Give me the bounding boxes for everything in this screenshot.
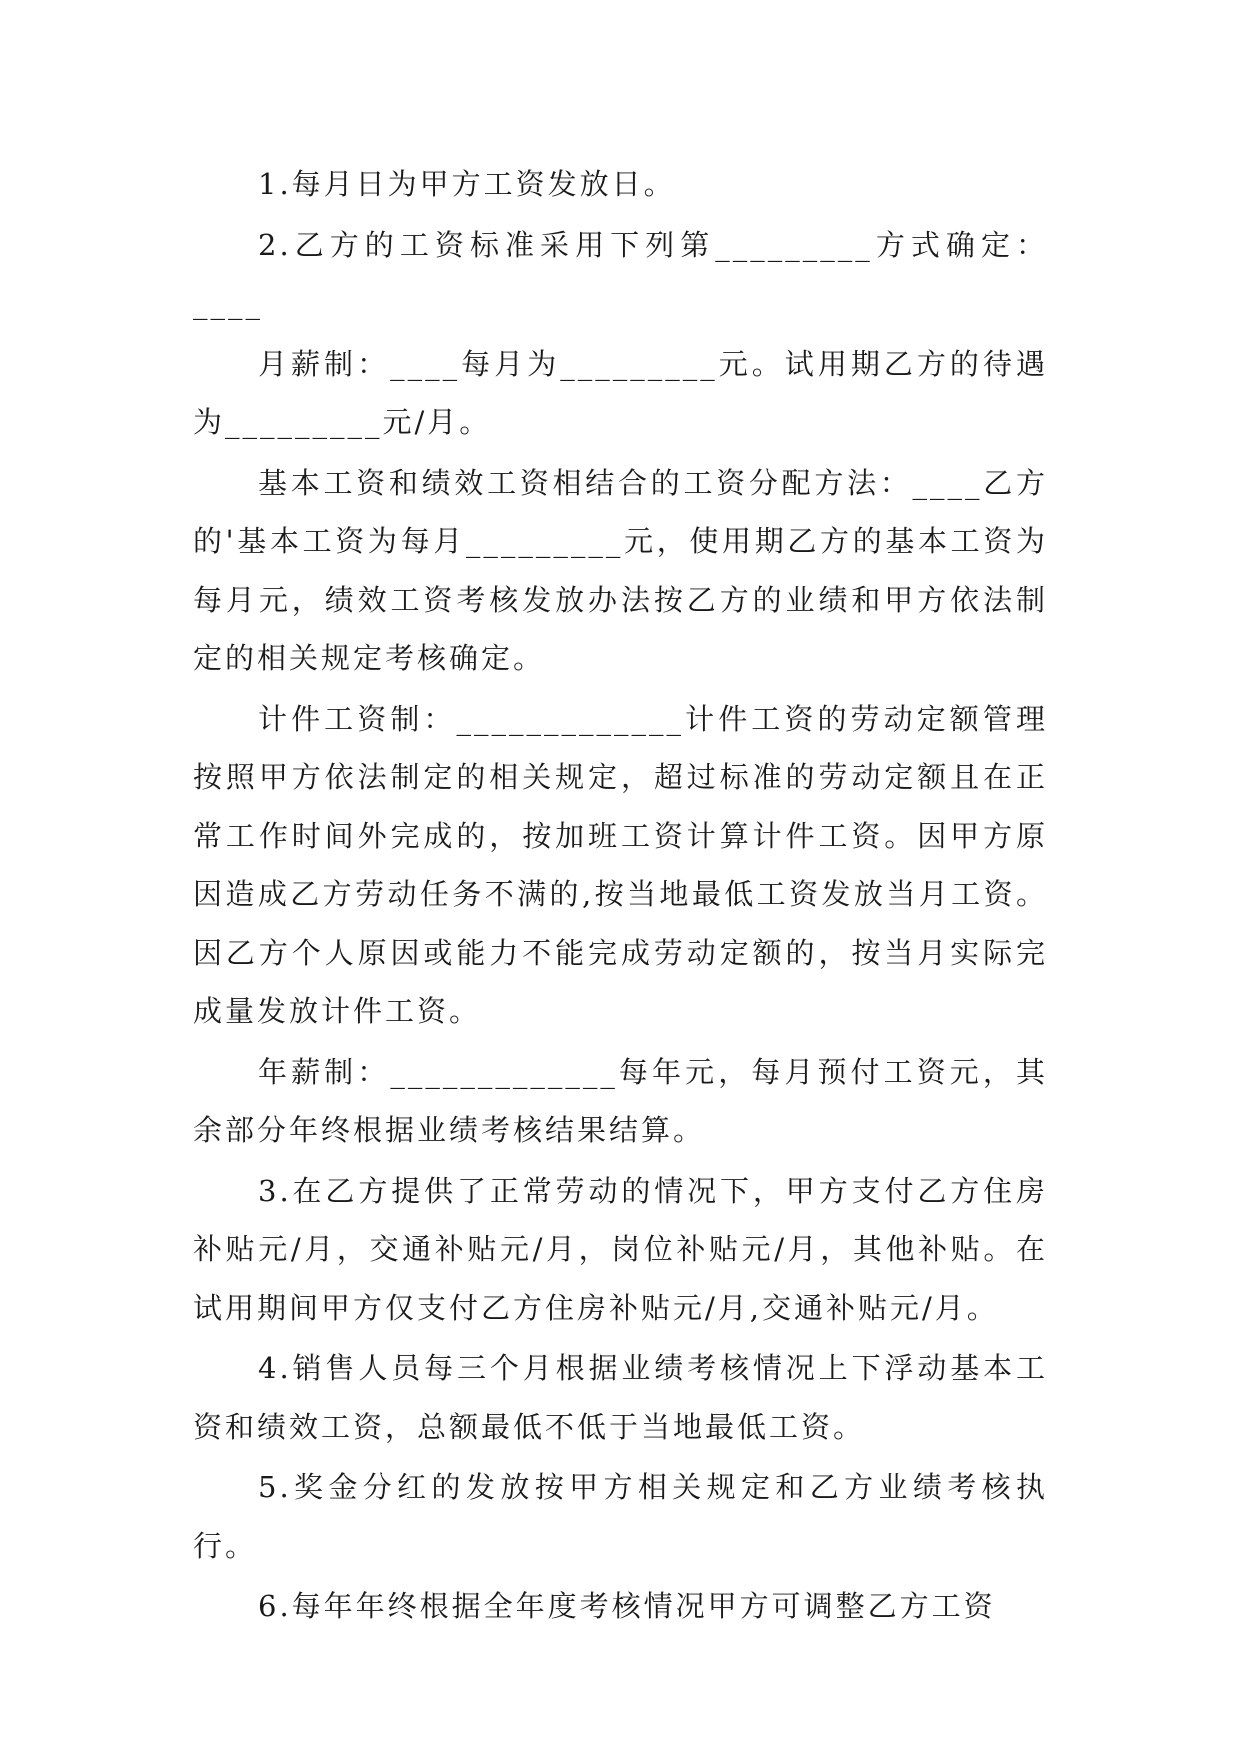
paragraph-3: 月薪制：____每月为_________元。试用期乙方的待遇为_________元/月。 — [193, 346, 1048, 439]
paragraph-10: 6.每年年终根据全年度考核情况甲方可调整乙方工资 — [258, 1589, 996, 1623]
document-page — [193, 155, 1048, 1638]
paragraph-9: 5.奖金分红的发放按甲方相关规定和乙方业绩考核执行。 — [193, 1470, 1048, 1563]
paragraph-5: 计件工资制：_____________计件工资的劳动定额管理按照甲方依法制定的相关规定，超过标准的劳动定额且在正常工作时间外完成的，按加班工资计算计件工资。因甲方原因造成乙方劳动任务不满的,按当地最低工资发放当月工资。因乙方个人原因或能力不能完成劳动定额的，按当月实际完成量发放计件工资。 — [193, 701, 1048, 1028]
paragraph-1: 1.每月日为甲方工资发放日。 — [258, 167, 676, 201]
paragraph-2: 2.乙方的工资标准采用下列第_________方式确定：____ — [193, 227, 1048, 320]
paragraph-8: 4.销售人员每三个月根据业绩考核情况上下浮动基本工资和绩效工资，总额最低不低于当地最低工资。 — [193, 1351, 1048, 1444]
paragraph-4: 基本工资和绩效工资相结合的工资分配方法：____乙方的'基本工资为每月_________元，使用期乙方的基本工资为每月元，绩效工资考核发放办法按乙方的业绩和甲方依法制定的相关规定考核确定。 — [193, 465, 1048, 675]
paragraph-6: 年薪制：_____________每年元，每月预付工资元，其余部分年终根据业绩考核结果结算。 — [193, 1054, 1048, 1147]
paragraph-7: 3.在乙方提供了正常劳动的情况下，甲方支付乙方住房补贴元/月，交通补贴元/月，岗位补贴元/月，其他补贴。在试用期间甲方仅支付乙方住房补贴元/月,交通补贴元/月。 — [193, 1173, 1048, 1325]
